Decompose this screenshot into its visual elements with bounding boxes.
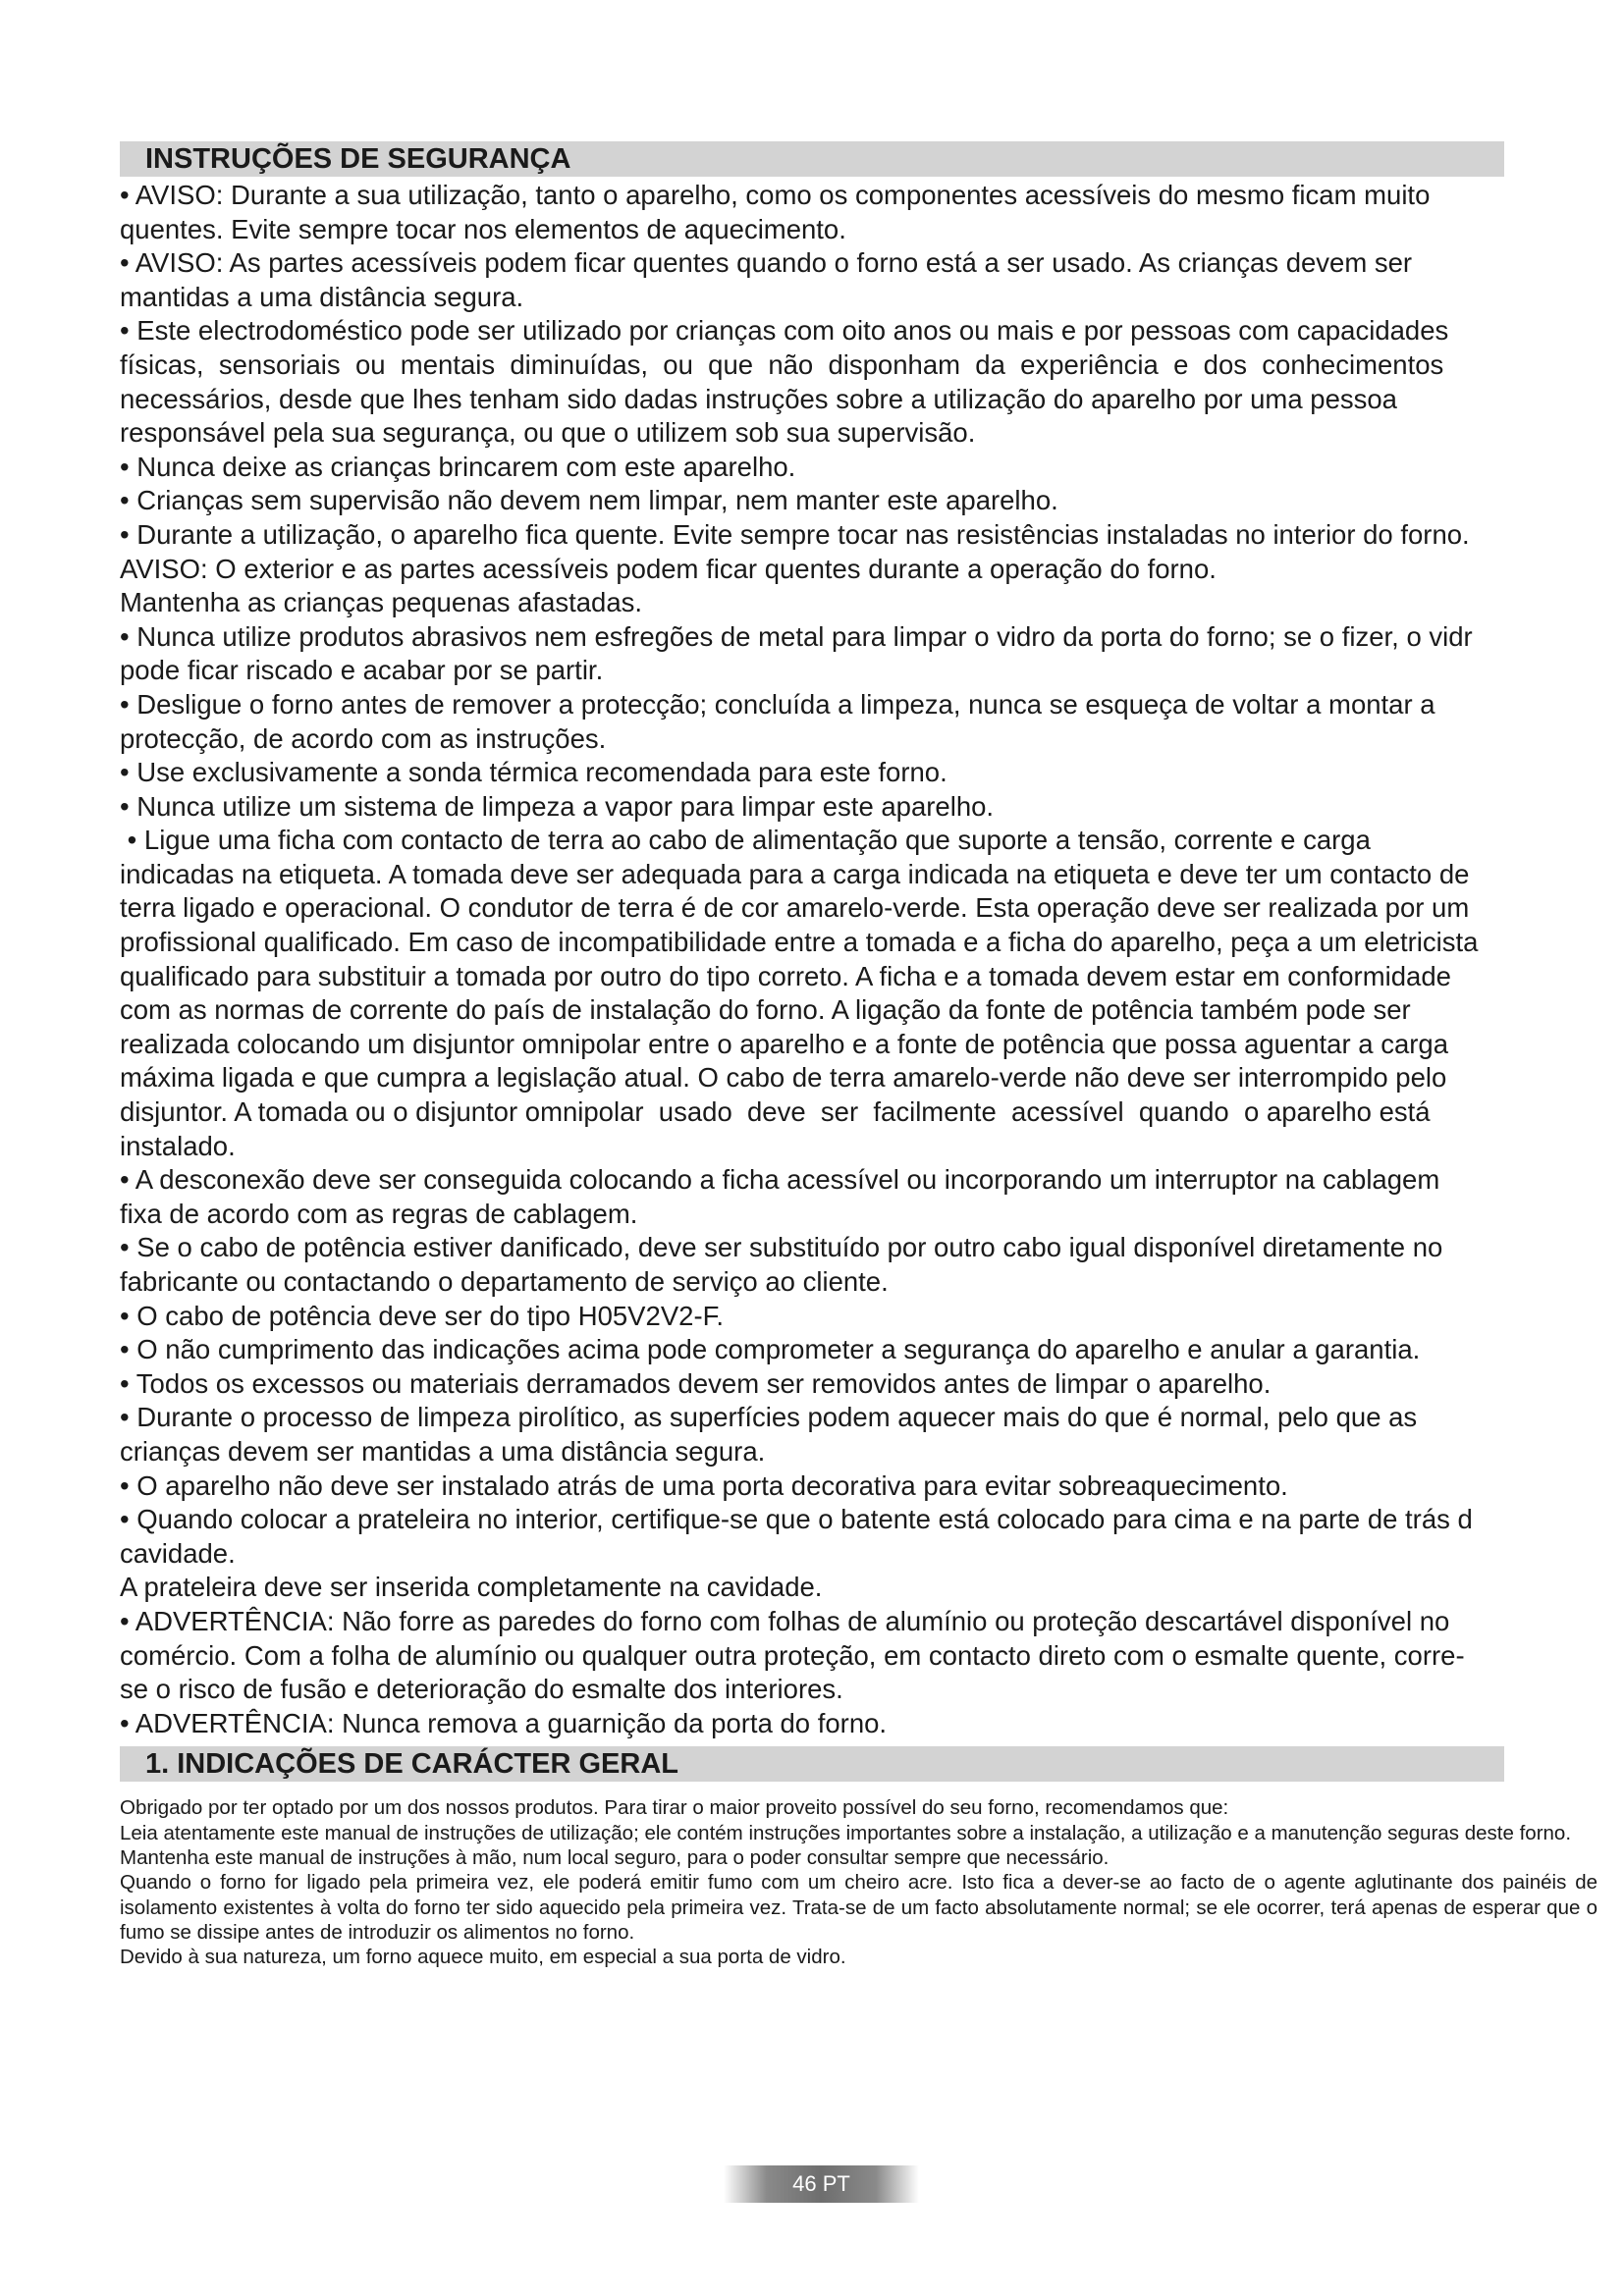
safety-line: fixa de acordo com as regras de cablagem. xyxy=(120,1198,638,1229)
safety-line: protecção, de acordo com as instruções. xyxy=(120,722,607,754)
safety-line: com as normas de corrente do país de instalação do forno. A ligação da fonte de potência também pode ser xyxy=(120,994,1411,1026)
general-indications xyxy=(120,1795,1597,1969)
safety-line: • Crianças sem supervisão não devem nem limpar, nem manter este aparelho. xyxy=(120,485,1058,516)
safety-line: máxima ligada e que cumpra a legislação atual. O cabo de terra amarelo-verde não deve ser interrompido pelo xyxy=(120,1062,1447,1094)
safety-line: • O cabo de potência deve ser do tipo H05V2V2-F. xyxy=(120,1300,725,1331)
safety-line: necessários, desde que lhes tenham sido dadas instruções sobre a utilização do aparelho por uma pessoa xyxy=(120,383,1397,414)
safety-line: quentes. Evite sempre tocar nos elementos de aquecimento. xyxy=(120,213,846,244)
safety-line: • Nunca deixe as crianças brincarem com este aparelho. xyxy=(120,451,796,482)
safety-line: • Se o cabo de potência estiver danificado, deve ser substituído por outro cabo igual disponível diretamente no xyxy=(120,1232,1443,1263)
safety-line: qualificado para substituir a tomada por outro do tipo correto. A ficha e a tomada devem estar em conformidade xyxy=(120,960,1451,991)
safety-line: terra ligado e operacional. O condutor de terra é de cor amarelo-verde. Esta operação deve ser realizada por um xyxy=(120,892,1470,924)
safety-line: • ADVERTÊNCIA: Nunca remova a guarnição da porta do forno. xyxy=(120,1707,888,1738)
safety-line: • Durante o processo de limpeza pirolítico, as superfícies podem aquecer mais do que é normal, pelo que as xyxy=(120,1402,1418,1433)
safety-line: cavidade. xyxy=(120,1537,236,1569)
safety-line: responsável pela sua segurança, ou que o utilizem sob sua supervisão. xyxy=(120,417,976,449)
safety-line: • Todos os excessos ou materiais derramados devem ser removidos antes de limpar o aparelho. xyxy=(120,1367,1272,1399)
safety-line: • AVISO: As partes acessíveis podem ficar quentes quando o forno está a ser usado. As crianças devem ser xyxy=(120,247,1413,279)
safety-line: AVISO: O exterior e as partes acessíveis podem ficar quentes durante a operação do forno. xyxy=(120,553,1217,584)
safety-line: • Este electrodoméstico pode ser utilizado por crianças com oito anos ou mais e por pessoas com capacidades xyxy=(120,315,1449,347)
general-paragraph: Leia atentamente este manual de instruções de utilização; ele contém instruções importantes sobre a instalação, a utilização e a manutenção seguras deste forno. xyxy=(120,1821,1572,1844)
safety-line: comércio. Com a folha de alumínio ou qualquer outra proteção, em contacto direto com o esmalte quente, corre- xyxy=(120,1639,1465,1671)
safety-line: realizada colocando um disjuntor omnipolar entre o aparelho e a fonte de potência que possa aguentar a carga xyxy=(120,1028,1448,1059)
safety-line: profissional qualificado. Em caso de incompatibilidade entre a tomada e a ficha do aparelho, peça a um eletricista xyxy=(120,927,1479,958)
general-paragraph: Mantenha este manual de instruções à mão, num local seguro, para o poder consultar sempre que necessário. xyxy=(120,1845,1110,1869)
safety-line: • O não cumprimento das indicações acima pode comprometer a segurança do aparelho e anular a garantia. xyxy=(120,1334,1421,1365)
safety-line: físicas, sensoriais ou mentais diminuídas, ou que não disponham da experiência e dos conhecimentos xyxy=(120,348,1444,380)
safety-line: Mantenha as crianças pequenas afastadas. xyxy=(120,587,643,618)
safety-line: instalado. xyxy=(120,1130,236,1161)
safety-line: disjuntor. A tomada ou o disjuntor omnipolar usado deve ser facilmente acessível quando o aparelho está xyxy=(120,1096,1431,1128)
general-paragraph: Quando o forno for ligado pela primeira vez, ele poderá emitir fumo com um cheiro acre. Isto fica a dever-se ao facto de o agente aglutinante dos painéis de isolamento existentes à volta do forno ter sido aquecido pela primeira vez. Trata-se de um facto absolutamente normal; se ele ocorrer, terá apenas de esperar que o fumo se dissipe antes de introduzir os alimentos no forno. xyxy=(120,1871,1597,1944)
safety-line: A prateleira deve ser inserida completamente na cavidade. xyxy=(120,1572,823,1603)
safety-line: • Nunca utilize produtos abrasivos nem esfregões de metal para limpar o vidro da porta do forno; se o fizer, o vidr xyxy=(120,620,1473,652)
safety-line: • ADVERTÊNCIA: Não forre as paredes do forno com folhas de alumínio ou proteção descartável disponível no xyxy=(120,1605,1450,1636)
section-title-general: 1. INDICAÇÕES DE CARÁCTER GERAL xyxy=(120,1746,1504,1782)
general-paragraph: Obrigado por ter optado por um dos nossos produtos. Para tirar o maior proveito possível do seu forno, recomendamos que: xyxy=(120,1796,1229,1820)
safety-line: indicadas na etiqueta. A tomada deve ser adequada para a carga indicada na etiqueta e deve ter um contacto de xyxy=(120,858,1470,889)
safety-line: pode ficar riscado e acabar por se partir. xyxy=(120,655,604,686)
safety-line: • Durante a utilização, o aparelho fica quente. Evite sempre tocar nas resistências instaladas no interior do forno. xyxy=(120,518,1470,550)
safety-line: mantidas a uma distância segura. xyxy=(120,281,524,312)
safety-line: • Desligue o forno antes de remover a protecção; concluída a limpeza, nunca se esqueça de voltar a montar a xyxy=(120,688,1435,720)
safety-line: • Quando colocar a prateleira no interior, certifique-se que o batente está colocado para cima e na parte de trás d xyxy=(120,1504,1473,1535)
general-paragraph: Devido à sua natureza, um forno aquece muito, em especial a sua porta de vidro. xyxy=(120,1946,846,1969)
safety-line: se o risco de fusão e deterioração do esmalte dos interiores. xyxy=(120,1674,843,1705)
safety-line: • Ligue uma ficha com contacto de terra ao cabo de alimentação que suporte a tensão, corrente e carga xyxy=(120,825,1371,856)
safety-line: • O aparelho não deve ser instalado atrás de uma porta decorativa para evitar sobreaquecimento. xyxy=(120,1469,1288,1501)
safety-line: • Use exclusivamente a sonda térmica recomendada para este forno. xyxy=(120,757,947,788)
safety-instructions xyxy=(120,177,1597,1740)
safety-line: crianças devem ser mantidas a uma distância segura. xyxy=(120,1435,766,1467)
safety-line: fabricante ou contactando o departamento de serviço ao cliente. xyxy=(120,1266,889,1297)
document-content xyxy=(120,141,1597,1969)
safety-line: • A desconexão deve ser conseguida colocando a ficha acessível ou incorporando um interruptor na cablagem xyxy=(120,1164,1440,1196)
section-title-safety: INSTRUÇÕES DE SEGURANÇA xyxy=(120,141,1504,177)
safety-line: • AVISO: Durante a sua utilização, tanto o aparelho, como os componentes acessíveis do mesmo ficam muito xyxy=(120,180,1431,210)
safety-line: • Nunca utilize um sistema de limpeza a vapor para limpar este aparelho. xyxy=(120,790,995,822)
page-number-badge: 46 PT xyxy=(724,2165,919,2203)
